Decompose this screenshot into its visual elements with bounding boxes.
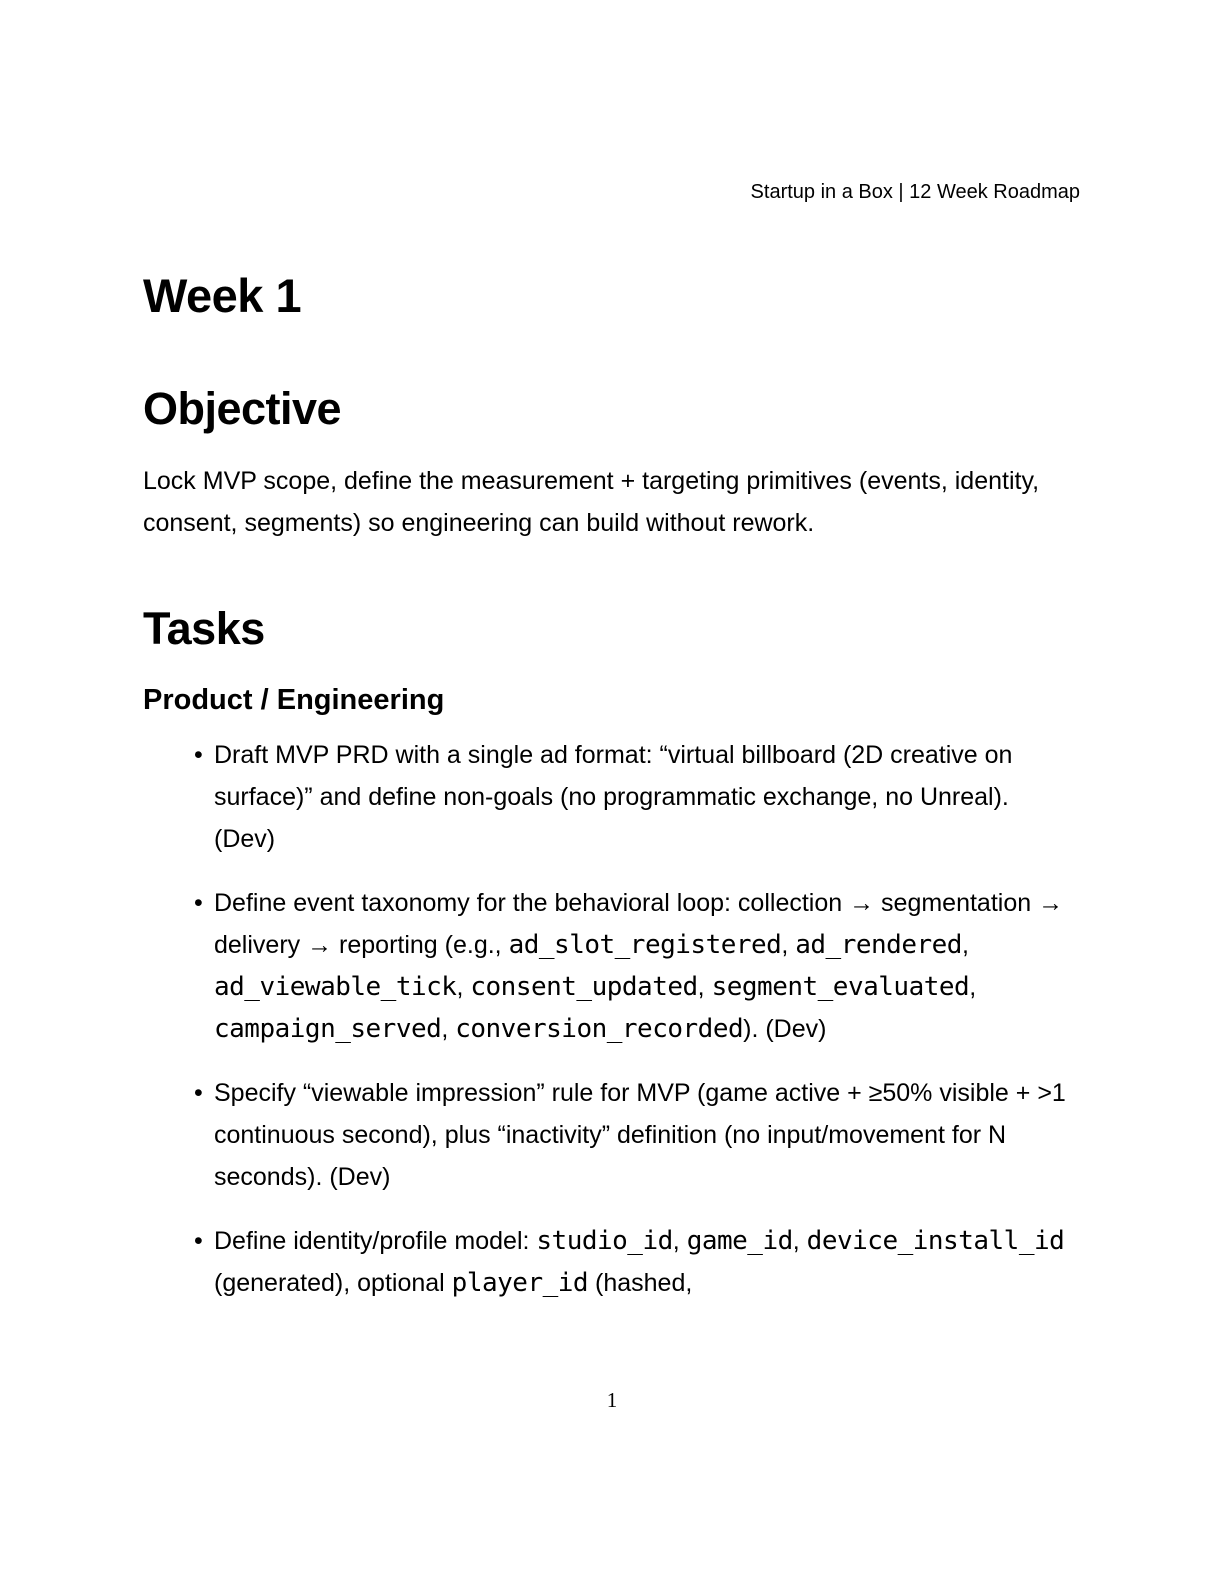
task-item (214, 1072, 1074, 1198)
tasks-heading: Tasks (143, 603, 265, 654)
task-text: Define identity/profile model: (214, 1227, 537, 1255)
task-text: , (969, 973, 977, 1001)
code-term: consent_updated (470, 972, 698, 1002)
code-term: device_install_id (806, 1226, 1065, 1256)
task-list (143, 734, 1080, 1304)
task-text: , (961, 931, 969, 959)
task-text: , (697, 973, 712, 1001)
code-term: player_id (451, 1268, 589, 1298)
task-text: ). (Dev) (743, 1015, 827, 1043)
task-text: , (672, 1227, 687, 1255)
code-term: campaign_served (214, 1014, 442, 1044)
tasks-subheading: Product / Engineering (143, 684, 445, 716)
code-term: segment_evaluated (711, 972, 970, 1002)
task-text: , (441, 1015, 456, 1043)
page-footer (0, 1388, 1224, 1413)
code-term: game_id (686, 1226, 793, 1256)
task-text: (generated), optional (214, 1269, 452, 1297)
task-text: Specify “viewable impression” rule for MVP (game active + ≥50% visible + >1 continuous second), plus “inactivity” definition (no input/movement for N seconds). (Dev) (214, 1079, 1066, 1191)
objective-body: Lock MVP scope, define the measurement + targeting primitives (events, identity, consent, segments) so engineering can build without rework. (143, 467, 1040, 537)
task-text: Define event taxonomy for the behavioral loop: collection → segmentation → delivery → reporting (e.g., (214, 889, 1064, 959)
task-text: Draft MVP PRD with a single ad format: “virtual billboard (2D creative on surface)” and define non-goals (no programmatic exchange, no Unreal). (Dev) (214, 741, 1013, 853)
code-term: studio_id (536, 1226, 673, 1256)
code-term: ad_rendered (795, 930, 962, 960)
task-text: , (792, 1227, 807, 1255)
task-item (214, 882, 1074, 1050)
code-term: conversion_recorded (455, 1014, 744, 1044)
week-heading: Week 1 (143, 269, 302, 322)
running-header-title: Startup in a Box | 12 Week Roadmap (750, 181, 1080, 203)
page-number: 1 (606, 1388, 618, 1412)
running-header (143, 0, 1080, 206)
task-item (214, 734, 1074, 860)
task-text: (hashed, (588, 1269, 693, 1297)
objective-heading: Objective (143, 383, 342, 434)
task-text: , (456, 973, 471, 1001)
code-term: ad_slot_registered (508, 930, 782, 960)
code-term: ad_viewable_tick (214, 972, 457, 1002)
task-item (214, 1220, 1074, 1304)
task-text: , (781, 931, 796, 959)
